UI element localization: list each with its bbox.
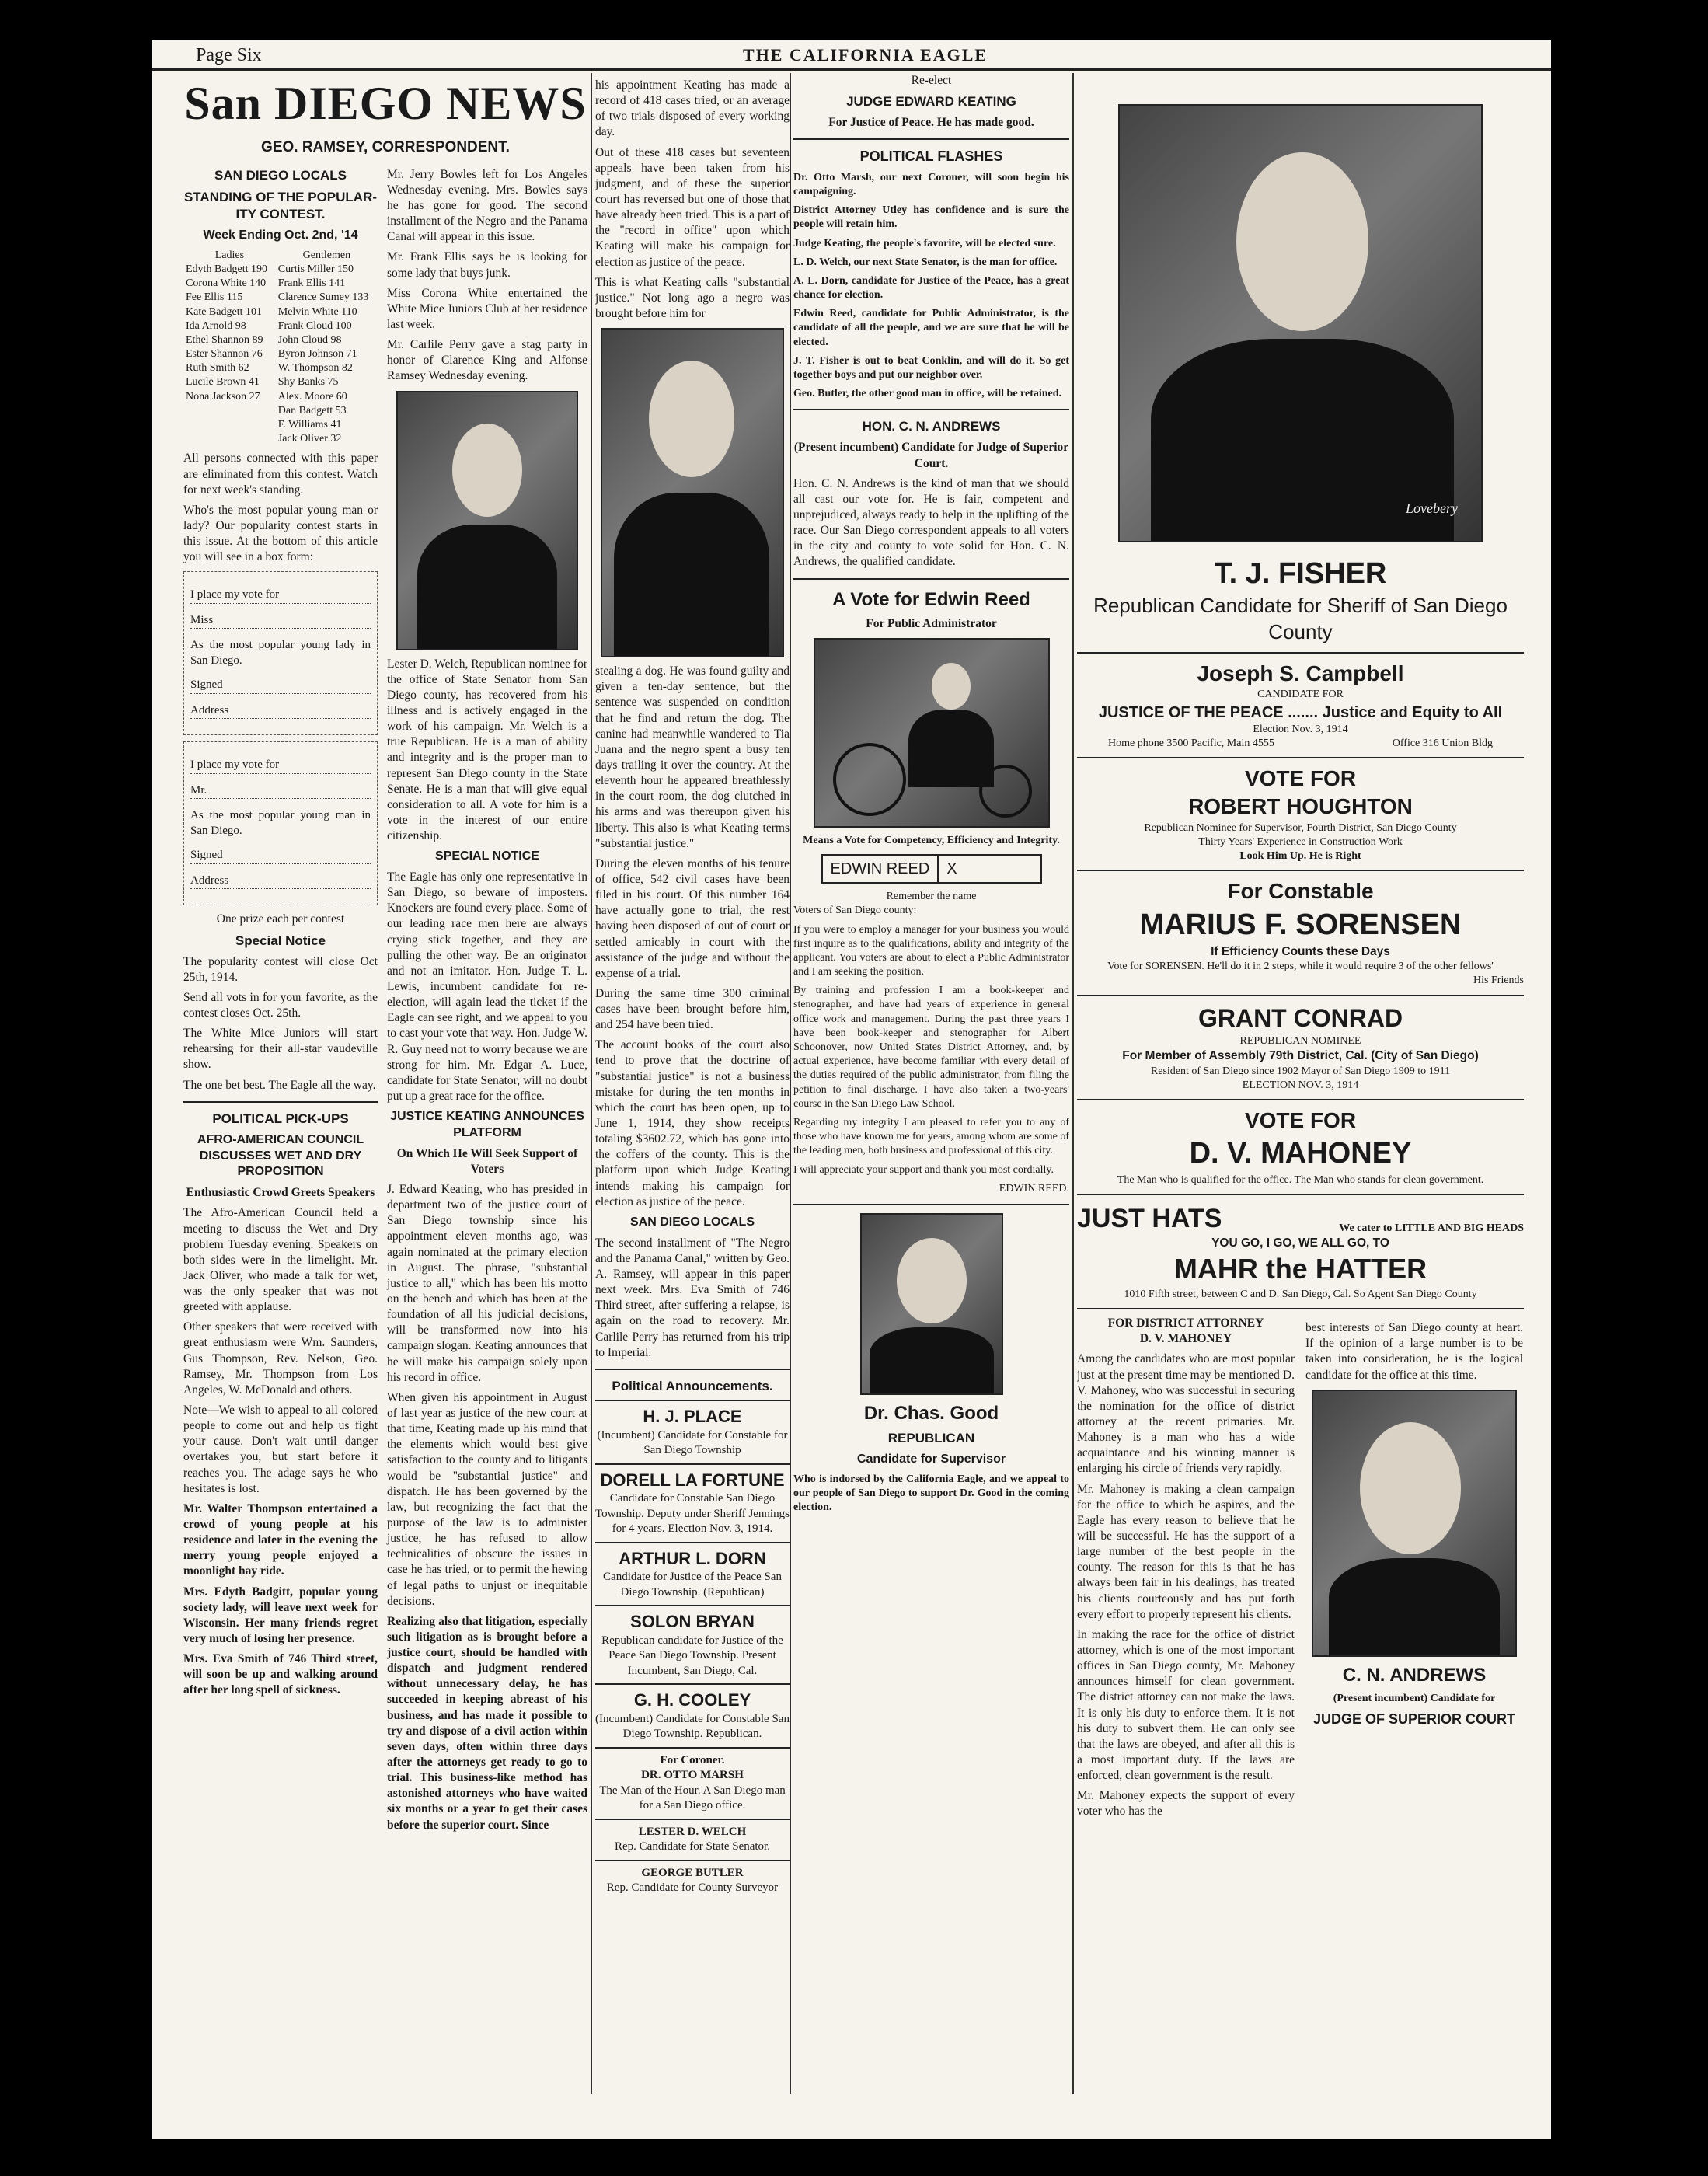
paragraph: If you were to employ a manager for your business you would first inquire as to the qualifications, ability and integrity of the applicant. You voters are about to elect a Public Administrator and I am seeking the position. — [793, 923, 1069, 978]
portrait-head — [897, 1238, 967, 1323]
ballot-man — [183, 741, 378, 905]
ballot-line: Signed — [190, 848, 371, 864]
week-line: Week Ending Oct. 2nd, '14 — [203, 228, 358, 242]
paragraph: Among the candidates who are most popular just at the present time may be mentioned D. V. Mahoney, who was successful in securing the nomination for the office of district attorney at the recent primaries. Mr. Mahoney is a man who has a wide acquaintance and his winning manner is enlarging his circle of friends very rapidly. — [1077, 1352, 1295, 1476]
hats-row — [1077, 1201, 1524, 1236]
ballot-line: Address — [190, 703, 371, 720]
conrad-name: GRANT CONRAD — [1197, 1003, 1403, 1032]
paragraph: Realizing also that litigation, especially such litigation as is brought before a justice court, should be handled with dispatch and judgment rendered without unnecessary delay, he has succeeded in keeping abreast of his business, and has made it possible to try and dispose of a civil action within seven days, often within three days after the attorneys get ready to go to trial. This business-like method has astonished attorneys who have waited six months or a year to get their cases before the superior court. Since — [387, 1614, 587, 1832]
da-right — [1305, 1316, 1523, 1824]
campbell-phone: Home phone 3500 Pacific, Main 4555 — [1108, 737, 1274, 749]
andrews-detail: (Present incumbent) Candidate for — [1333, 1692, 1496, 1704]
candidate-detail: The Man of the Hour. A San Diego man for a San Diego office. — [599, 1784, 786, 1812]
portrait-body — [870, 1327, 994, 1393]
ballot-line: I place my vote for — [190, 588, 371, 604]
candidate-lafortune — [595, 1463, 790, 1542]
locals-heading: SAN DIEGO LOCALS — [629, 1215, 755, 1229]
contest-intro: Who's the most popular young man or lady? Our popularity contest starts in this issue. At the bottom of this article you will see in a box form: — [183, 503, 378, 564]
list-item: Lucile Brown 41 — [186, 376, 260, 389]
ballot-name: EDWIN REED — [830, 860, 930, 878]
ballot-mark: X — [937, 856, 964, 882]
list-item: Ruth Smith 62 — [186, 362, 249, 375]
paragraph: Mr. Walter Thompson entertained a crowd of young people at his residence and later in the evening the merry young people enjoyed a moonlight hay ride. — [183, 1501, 378, 1578]
sorensen-friends: His Friends — [1473, 975, 1524, 987]
paragraph: stealing a dog. He was found guilty and given a ten-day sentence, but the sentence was suspended on condition that he find and return the dog. The canine had meanwhile wandered to Tia Juana and the negro spent a busy ten days trailing it over the country. At the eleventh hour he appeared breathlessly in the court room, the dog clutched in his arms and was thereupon given his liberty. This also is what Keating terms "substantial justice." — [595, 664, 790, 850]
portrait-fisher — [1118, 104, 1483, 542]
divider — [793, 578, 1069, 580]
paragraph: Mrs. Eva Smith of 746 Third street, will soon be up and walking around after her long spell of sickness. — [183, 1652, 378, 1697]
ad-fisher — [1077, 549, 1524, 654]
divider — [595, 1369, 790, 1370]
special-notice-heading: Special Notice — [235, 933, 326, 948]
fisher-detail: Republican Candidate for Sheriff of San Diego County — [1093, 594, 1508, 644]
conrad-nominee: REPUBLICAN NOMINEE — [1239, 1035, 1361, 1048]
portrait-welch — [396, 391, 578, 650]
candidate-detail: (Incumbent) Candidate for Constable San Diego Township. Republican. — [595, 1712, 790, 1741]
paragraph: Regarding my integrity I am pleased to refer you to any of those who have known me for years, among whom are some of the leading men, both business and professional of this city. — [793, 1116, 1069, 1157]
conrad-office: For Member of Assembly 79th District, Cal. (City of San Diego) — [1122, 1049, 1479, 1063]
da-name: D. V. MAHONEY — [1139, 1332, 1232, 1346]
list-item: Curtis Miller 150 — [277, 263, 354, 275]
andrews-detail: (Present incumbent) Candidate for Judge of Superior Court. — [793, 441, 1069, 470]
andrews-name: C. N. ANDREWS — [1342, 1664, 1487, 1686]
sub-column-left — [183, 162, 378, 1838]
mahoney-detail: The Man who is qualified for the office. The Man who stands for clean government. — [1117, 1173, 1484, 1186]
andrews-office: JUDGE OF SUPERIOR COURT — [1312, 1711, 1516, 1728]
ad-campbell — [1077, 654, 1524, 758]
paragraph: I will appreciate your support and thank you most cordially. — [793, 1163, 1054, 1176]
paragraph: The account books of the court also tend to prove that the doctrine of "substantial justice" is not a business mistake for during the ten months in which the court has been open, up to June 1, 1914, they show receipts totaling $3602.72, which has gone into the coffers of the county. This is the platform upon which Judge Keating intends making his campaign for election as justice of the peace. — [595, 1038, 790, 1208]
list-item: Clarence Sumey 133 — [277, 291, 369, 304]
column-san-diego-news — [183, 73, 587, 2109]
section-title: San DIEGO NEWS — [184, 78, 587, 129]
ballot-line: Miss — [190, 613, 371, 629]
reelect-label: Re-elect — [911, 74, 952, 87]
candidate-detail: Candidate for Justice of the Peace San Diego Township. (Republican) — [603, 1571, 782, 1599]
conrad-residence: Resident of San Diego since 1902 Mayor of San Diego 1909 to 1911 — [1150, 1065, 1451, 1077]
portrait-body — [614, 493, 769, 656]
good-name: Dr. Chas. Good — [863, 1402, 999, 1424]
candidate-name: LESTER D. WELCH — [638, 1825, 747, 1838]
flashes-heading: POLITICAL FLASHES — [859, 148, 1003, 165]
paragraph: When given his appointment in August of last year as justice of the new court at that time, Keating made up his mind that the elements which would best give satisfaction to the county and to litigants would be "substantial justice" and dispatch. He has been governed by the law, but recognizing the fact that the purpose of the law is to administer justice, he has refused to allow technicalities of obscure the issues in case he has tried, or to permit the hewing of legal paths to unjust or inequitable decisions. — [387, 1390, 587, 1608]
ad-conrad — [1077, 996, 1524, 1100]
photo-reed-tricycle — [814, 638, 1050, 828]
keating-subheading: On Which He Will Seek Support of Voters — [396, 1146, 578, 1176]
reed-caption: Means a Vote for Competency, Efficiency and Integrity. — [803, 834, 1060, 846]
paragraph: The Eagle has only one representative in San Diego, so beware of imposters. Knockers are found every place. Some of our leading race men here are always crying stick together, and they are pulling the other way. Be an originator and not an imitator. Hon. Judge T. L. Lewis, incumbent candidate for re-election, will again lead the ticket if the Eagle can see right, and we appeal to you to cast your vote that way. Hon. Judge W. R. Guy need not to worry because we are strong for him. Mr. Edgar A. Luce, candidate for State Senator, will no doubt put up a great race for the office. — [387, 870, 587, 1103]
campbell-contact — [1077, 737, 1524, 751]
reed-signature: EDWIN REED. — [999, 1182, 1069, 1194]
sorensen-name: MARIUS F. SORENSEN — [1139, 908, 1462, 941]
flash-item: J. T. Fisher is out to beat Conklin, and will do it. So get together boys and put our neighbor over. — [793, 354, 1069, 382]
page-header — [152, 40, 1551, 71]
paragraph: best interests of San Diego county at heart. If the opinion of a large number is to be taken into consideration, he is the logical candidate for the office at this time. — [1305, 1321, 1523, 1382]
list-item: Fee Ellis 115 — [186, 291, 243, 304]
candidate-detail: Rep. Candidate for County Surveyor — [606, 1881, 779, 1895]
list-item: Frank Ellis 141 — [277, 277, 346, 290]
paragraph: Send all vots in for your favorite, as the contest closes Oct. 25th. — [183, 990, 378, 1020]
fisher-name: T. J. FISHER — [1214, 557, 1387, 590]
crowd-subheading: Enthusiastic Crowd Greets Speakers — [186, 1186, 375, 1200]
remember-line: Remember the name — [886, 891, 977, 903]
list-item: Dan Badgett 53 — [277, 404, 347, 417]
houghton-name: ROBERT HOUGHTON — [1188, 794, 1413, 819]
portrait-body — [417, 525, 557, 649]
andrews-name: HON. C. N. ANDREWS — [862, 419, 1001, 434]
paragraph: By training and profession I am a book-keeper and stenographer, and have had years of experience in general office work and management. During the past three years I have been book-keeper and stenographer for Albert Schoonover, now United States District Attorney, and, by actual experience, have become familiar with every detail of the duties required of the public administrator, from filing the petition to final discharge. I have also taken a two-years' course in the San Diego Law School. — [793, 985, 1069, 1110]
campbell-slogan: Justice and Equity to All — [1322, 703, 1503, 721]
portrait-head — [649, 361, 734, 477]
paragraph: Other speakers that were received with great enthusiasm were Wm. Saunders, Gus Thompson, Rev. Nelson, Geo. Ramsey, Mr. Thompson from Los Angeles, W. McDonald and others. — [183, 1320, 378, 1397]
prize-line: One prize each per contest — [216, 912, 345, 926]
paragraph: The Afro-American Council held a meeting to discuss the Wet and Dry problem Tuesday evening. Speakers on both sides were in the limelight. Mr. Jack Oliver, who made a talk for wet, was the only speaker that was not greeted with applause. — [183, 1206, 378, 1314]
houghton-slogan: Look Him Up. He is Right — [1239, 850, 1361, 863]
column-advertisements — [1077, 73, 1524, 2109]
list-item: Alex. Moore 60 — [277, 390, 347, 403]
divider — [793, 138, 1069, 140]
newspaper-page — [152, 40, 1551, 2139]
sorensen-detail: If Efficiency Counts these Days — [1211, 945, 1390, 959]
portrait-head — [1360, 1422, 1461, 1554]
column-rule — [1072, 73, 1074, 2094]
campbell-name: Joseph S. Campbell — [1197, 661, 1404, 685]
office-heading: For Coroner. — [660, 1753, 725, 1766]
paragraph: Mr. Jerry Bowles left for Los Angeles Wednesday evening. Mrs. Bowles says he has gone for good. The second installment of the Negro and the Panama Canal will appear in this issue. — [387, 167, 587, 244]
column-rule — [790, 73, 791, 2094]
paragraph: During the same time 300 criminal cases have been brought before him, and 254 have been tried. — [595, 986, 790, 1032]
list-item: Ethel Shannon 89 — [186, 333, 263, 346]
special-notice-heading: SPECIAL NOTICE — [435, 849, 539, 863]
ad-mahoney — [1077, 1100, 1524, 1195]
ad-mahr-hatter — [1077, 1195, 1524, 1309]
hats-tagline: YOU GO, I GO, WE ALL GO, TO — [1211, 1236, 1389, 1250]
photographer-signature: Lovebery — [1406, 500, 1458, 516]
ballot-line: As the most popular young lady in San Diego. — [190, 639, 371, 667]
candidate-bryan — [595, 1605, 790, 1683]
ladies-list — [183, 263, 276, 446]
da-heading: FOR DISTRICT ATTORNEY — [1107, 1316, 1264, 1330]
conrad-election: ELECTION NOV. 3, 1914 — [1242, 1079, 1359, 1091]
candidate-cooley — [595, 1683, 790, 1747]
ladies-header: Ladies — [214, 249, 245, 261]
list-item: Corona White 140 — [186, 277, 267, 290]
list-item: F. Williams 41 — [277, 419, 342, 431]
portrait-head — [452, 424, 522, 517]
paragraph: Out of these 418 cases but seventeen appeals have been taken from his judgment, and of these the superior court has reversed but one of those that have already been tried. This is a part of the "record in office" upon which Keating will make his campaign for election as justice of the peace. — [595, 145, 790, 269]
paragraph: Who is indorsed by the California Eagle, and we appeal to our people of San Diego to support Dr. Good in the coming election. — [793, 1473, 1069, 1514]
sub-column-right — [387, 162, 587, 1838]
list-item: Frank Cloud 100 — [277, 319, 352, 332]
reed-ballot — [821, 854, 1042, 884]
portrait-head — [1236, 152, 1368, 331]
flash-item: District Attorney Utley has confidence and is sure the people will retain him. — [793, 204, 1069, 231]
page-number: Page Six — [196, 45, 262, 65]
candidate-name: DR. OTTO MARSH — [641, 1769, 744, 1782]
good-party: REPUBLICAN — [887, 1431, 975, 1446]
paragraph: Mr. Mahoney is making a clean campaign for the office to which he aspires, and the Eagle has every reason to believe that he will be successful. He has the support of a large number of the best people in the county. The reason for this is that he has always been fair in his dealings, has treated his clients courteously and has put forth every effort to properly represent his clients. — [1077, 1482, 1295, 1621]
correspondent-line: GEO. RAMSEY, CORRESPONDENT. — [261, 139, 510, 155]
paragraph: Mr. Frank Ellis says he is looking for some lady that buys junk. — [387, 250, 587, 280]
paragraph: The second installment of "The Negro and the Panama Canal," written by Geo. A. Ramsey, will appear in this paper next week. Mrs. Eva Smith of 746 Third street, after suffering a relapse, is again on the road to recovery. Mr. Carlile Perry has returned from his trip to Imperial. — [595, 1236, 790, 1359]
flash-item: Edwin Reed, candidate for Public Administrator, is the candidate of all the people, and we are sure that he will be elected. — [793, 308, 1069, 348]
campbell-office-address: Office 316 Union Bldg — [1392, 737, 1493, 749]
candidate-name: ARTHUR L. DORN — [619, 1548, 766, 1568]
ballot-line: As the most popular young man in San Diego. — [190, 809, 371, 837]
reed-subheading: For Public Administrator — [866, 616, 997, 630]
portrait-good — [860, 1213, 1003, 1395]
ad-houghton — [1077, 758, 1524, 871]
portrait-body — [1329, 1558, 1500, 1655]
paragraph: In making the race for the office of district attorney, which is one of the most important offices in San Diego county, Mr. Mahoney announces himself for clean government. The district attorney can not make the laws. It is only his duty to enforce them. It is not his duty to subvert them. He can only see that the laws are obeyed, and after all this is a most important duty. If the laws are enforced, clean government is the result. — [1077, 1627, 1295, 1783]
candidate-welch — [595, 1819, 790, 1860]
constable-label: For Constable — [1227, 879, 1374, 904]
column-keating — [595, 73, 790, 2109]
good-office: Candidate for Supervisor — [856, 1452, 1006, 1466]
candidate-marsh — [595, 1747, 790, 1819]
list-item: Byron Johnson 71 — [277, 348, 357, 361]
campbell-office: JUSTICE OF THE PEACE ....... Justice and Equity to All — [1098, 703, 1503, 721]
ballot-lady — [183, 571, 378, 735]
tricycle-icon — [815, 640, 1048, 826]
afro-heading: AFRO-AMERICAN COUNCIL DISCUSSES WET AND DRY PROPOSITION — [197, 1132, 364, 1179]
divider — [793, 409, 1069, 410]
list-item: Ida Arnold 98 — [186, 319, 246, 332]
list-item: Jack Oliver 32 — [277, 433, 342, 445]
column-rule — [591, 73, 592, 2094]
houghton-experience: Thirty Years' Experience in Construction Work — [1198, 835, 1403, 848]
mahoney-name: D. V. MAHONEY — [1189, 1137, 1412, 1170]
paragraph: Mrs. Edyth Badgitt, popular young society lady, will leave next week for Wisconsin. Her many friends regret very much of losing her presence. — [183, 1585, 378, 1646]
gentlemen-list — [276, 263, 378, 446]
ballot-line: I place my vote for — [190, 758, 371, 774]
candidate-name: G. H. COOLEY — [633, 1690, 751, 1710]
voters-line: Voters of San Diego county: — [793, 905, 917, 917]
sorensen-text: Vote for SORENSEN. He'll do it in 2 steps, while it would require 3 of the other fellows' — [1107, 961, 1494, 973]
mahr-name: MAHR the HATTER — [1173, 1253, 1427, 1285]
candidate-detail: (Incumbent) Candidate for Constable for San Diego Township — [597, 1428, 788, 1456]
ballot-line: Signed — [190, 678, 371, 694]
paragraph: During the eleven months of his tenure of office, 542 civil cases have been filed in his court. Of this number 164 have actually gone to trial, the rest having been disposed of out of court or settled amicably in court with the assistance of the judge and without the expense of a trial. — [595, 856, 790, 980]
houghton-detail: Republican Nominee for Supervisor, Fourth District, San Diego County — [1144, 821, 1457, 834]
candidate-detail: Rep. Candidate for State Senator. — [615, 1840, 770, 1853]
paragraph: This is what Keating calls "substantial justice." Not long ago a negro was brought before him for — [595, 275, 790, 320]
flash-item: Dr. Otto Marsh, our next Coroner, will soon begin his campaigning. — [793, 171, 1069, 197]
candidate-detail: Republican candidate for Justice of the Peace San Diego Township. Present Incumbent, San Diego, Cal. — [601, 1634, 783, 1677]
list-item: Edyth Badgett 190 — [186, 263, 267, 275]
flash-item: A. L. Dorn, candidate for Justice of the Peace, has a great chance for election. — [793, 274, 1069, 302]
candidate-name: DORELL LA FORTUNE — [600, 1470, 785, 1490]
ballot-line: Address — [190, 874, 371, 890]
candidate-name: GEORGE BUTLER — [641, 1866, 744, 1879]
mahr-address: 1010 Fifth street, between C and D. San Diego, Cal. So Agent San Diego County — [1124, 1288, 1477, 1300]
list-item: Melvin White 110 — [277, 305, 357, 318]
vote-for: VOTE FOR — [1244, 1107, 1357, 1132]
paragraph: The popularity contest will close Oct 25th, 1914. — [183, 954, 378, 984]
list-item: Kate Badgett 101 — [186, 305, 262, 318]
keating-detail: For Justice of Peace. He has made good. — [828, 116, 1034, 130]
flash-item: Geo. Butler, the other good man in office, will be retained. — [793, 388, 1062, 400]
paragraph: his appointment Keating has made a record of 418 cases tried, or an average of two trials disposed of every working day. — [595, 78, 790, 139]
paragraph: The White Mice Juniors will start rehearsing for their all-star vaudeville show. — [183, 1027, 378, 1072]
gentlemen-header: Gentlemen — [302, 249, 351, 261]
campbell-election: Election Nov. 3, 1914 — [1253, 723, 1348, 735]
candidate-place — [595, 1400, 790, 1463]
reed-heading: A Vote for Edwin Reed — [832, 588, 1030, 610]
paragraph: Mr. Carlile Perry gave a stag party in honor of Clarence King and Alfonse Ramsey Wednesday evening. — [387, 338, 587, 383]
list-item: Shy Banks 75 — [277, 376, 339, 389]
candidate-dorn — [595, 1542, 790, 1606]
column-political-flashes — [793, 73, 1069, 2109]
campbell-office-name: JUSTICE OF THE PEACE — [1098, 703, 1284, 721]
hats-slogan: We cater to LITTLE AND BIG HEADS — [1339, 1222, 1524, 1234]
paragraph: Note—We wish to appeal to all colored people to come out and help us fight your cause. Don't wait until danger overtakes you, but start before it reaches you. The adage says he who hesitates is lost. — [183, 1404, 378, 1495]
list-item: Ester Shannon 76 — [186, 348, 263, 361]
contest-table — [183, 249, 378, 447]
masthead: THE CALIFORNIA EAGLE — [743, 45, 988, 65]
portrait-keating — [601, 328, 784, 657]
list-item: W. Thompson 82 — [277, 362, 353, 375]
paragraph: Mr. Mahoney expects the support of every voter who has the — [1077, 1789, 1295, 1819]
flash-item: L. D. Welch, our next State Senator, is the man for office. — [793, 256, 1058, 268]
da-left — [1077, 1316, 1295, 1824]
candidate-detail: Candidate for Constable San Diego Township. Deputy under Sheriff Jennings for 4 years. Election Nov. 3, 1914. — [595, 1492, 790, 1536]
vote-for: VOTE FOR — [1244, 765, 1357, 790]
paragraph: The one bet best. The Eagle all the way. — [183, 1078, 376, 1092]
portrait-andrews — [1312, 1390, 1517, 1657]
keating-name: JUDGE EDWARD KEATING — [846, 94, 1016, 110]
divider — [793, 1204, 1069, 1205]
paragraph: Hon. C. N. Andrews is the kind of man that we should all cast our vote for. He is fair, competent and unprejudiced, always ready to help in the uplifting of the race. Our San Diego correspondent appeals to all voters in the city and county to vote solid for Hon. C. N. Andrews, the qualified candidate. — [793, 476, 1069, 569]
candidate-butler — [595, 1860, 790, 1901]
list-item: John Cloud 98 — [277, 333, 342, 346]
contest-note: All persons connected with this paper are eliminated from this contest. Watch for next week's standing. — [183, 452, 378, 497]
campbell-candidate: CANDIDATE FOR — [1257, 689, 1344, 701]
list-item: Nona Jackson 27 — [186, 390, 260, 403]
paragraph: J. Edward Keating, who has presided in department two of the justice court of San Diego township since his appointment eleven months ago, was again nominated at the primary election in August. The phrase, "substantial justice to all," which has been his motto on the bench and which has been at the foundation of all his judicial decisions, will be transformed now into his campaign slogan. Keating announces that he will make his campaign solely upon his record in office. — [387, 1182, 587, 1384]
contest-heading: STANDING OF THE POPULAR-ITY CONTEST. — [183, 189, 378, 221]
paragraph: Lester D. Welch, Republican nominee for the office of State Senator from San Diego county, has recovered from his illness and is actively engaged in the work of his campaign. Mr. Welch is a true Republican. He is a man of ability and integrity and is the proper man to represent San Diego county in the State Senate. He is a man that will give equal consideration to all. A vote for him is a vote in the interest of our entire citizenship. — [387, 657, 587, 843]
paragraph: Miss Corona White entertained the White Mice Juniors Club at her residence last week. — [387, 286, 587, 331]
ad-sorensen — [1077, 871, 1524, 996]
hats-title: JUST HATS — [1077, 1203, 1222, 1233]
keating-heading: JUSTICE KEATING ANNOUNCES PLATFORM — [390, 1110, 584, 1139]
da-section — [1077, 1316, 1524, 1824]
announcements-heading: Political Announcements. — [612, 1378, 773, 1393]
divider — [183, 1101, 378, 1103]
pickups-heading: POLITICAL PICK-UPS — [212, 1111, 349, 1126]
locals-heading: SAN DIEGO LOCALS — [214, 167, 347, 183]
flash-item: Judge Keating, the people's favorite, will be elected sure. — [793, 237, 1056, 249]
candidate-name: SOLON BRYAN — [630, 1612, 755, 1632]
candidate-name: H. J. PLACE — [643, 1406, 742, 1426]
ballot-line: Mr. — [190, 783, 371, 800]
